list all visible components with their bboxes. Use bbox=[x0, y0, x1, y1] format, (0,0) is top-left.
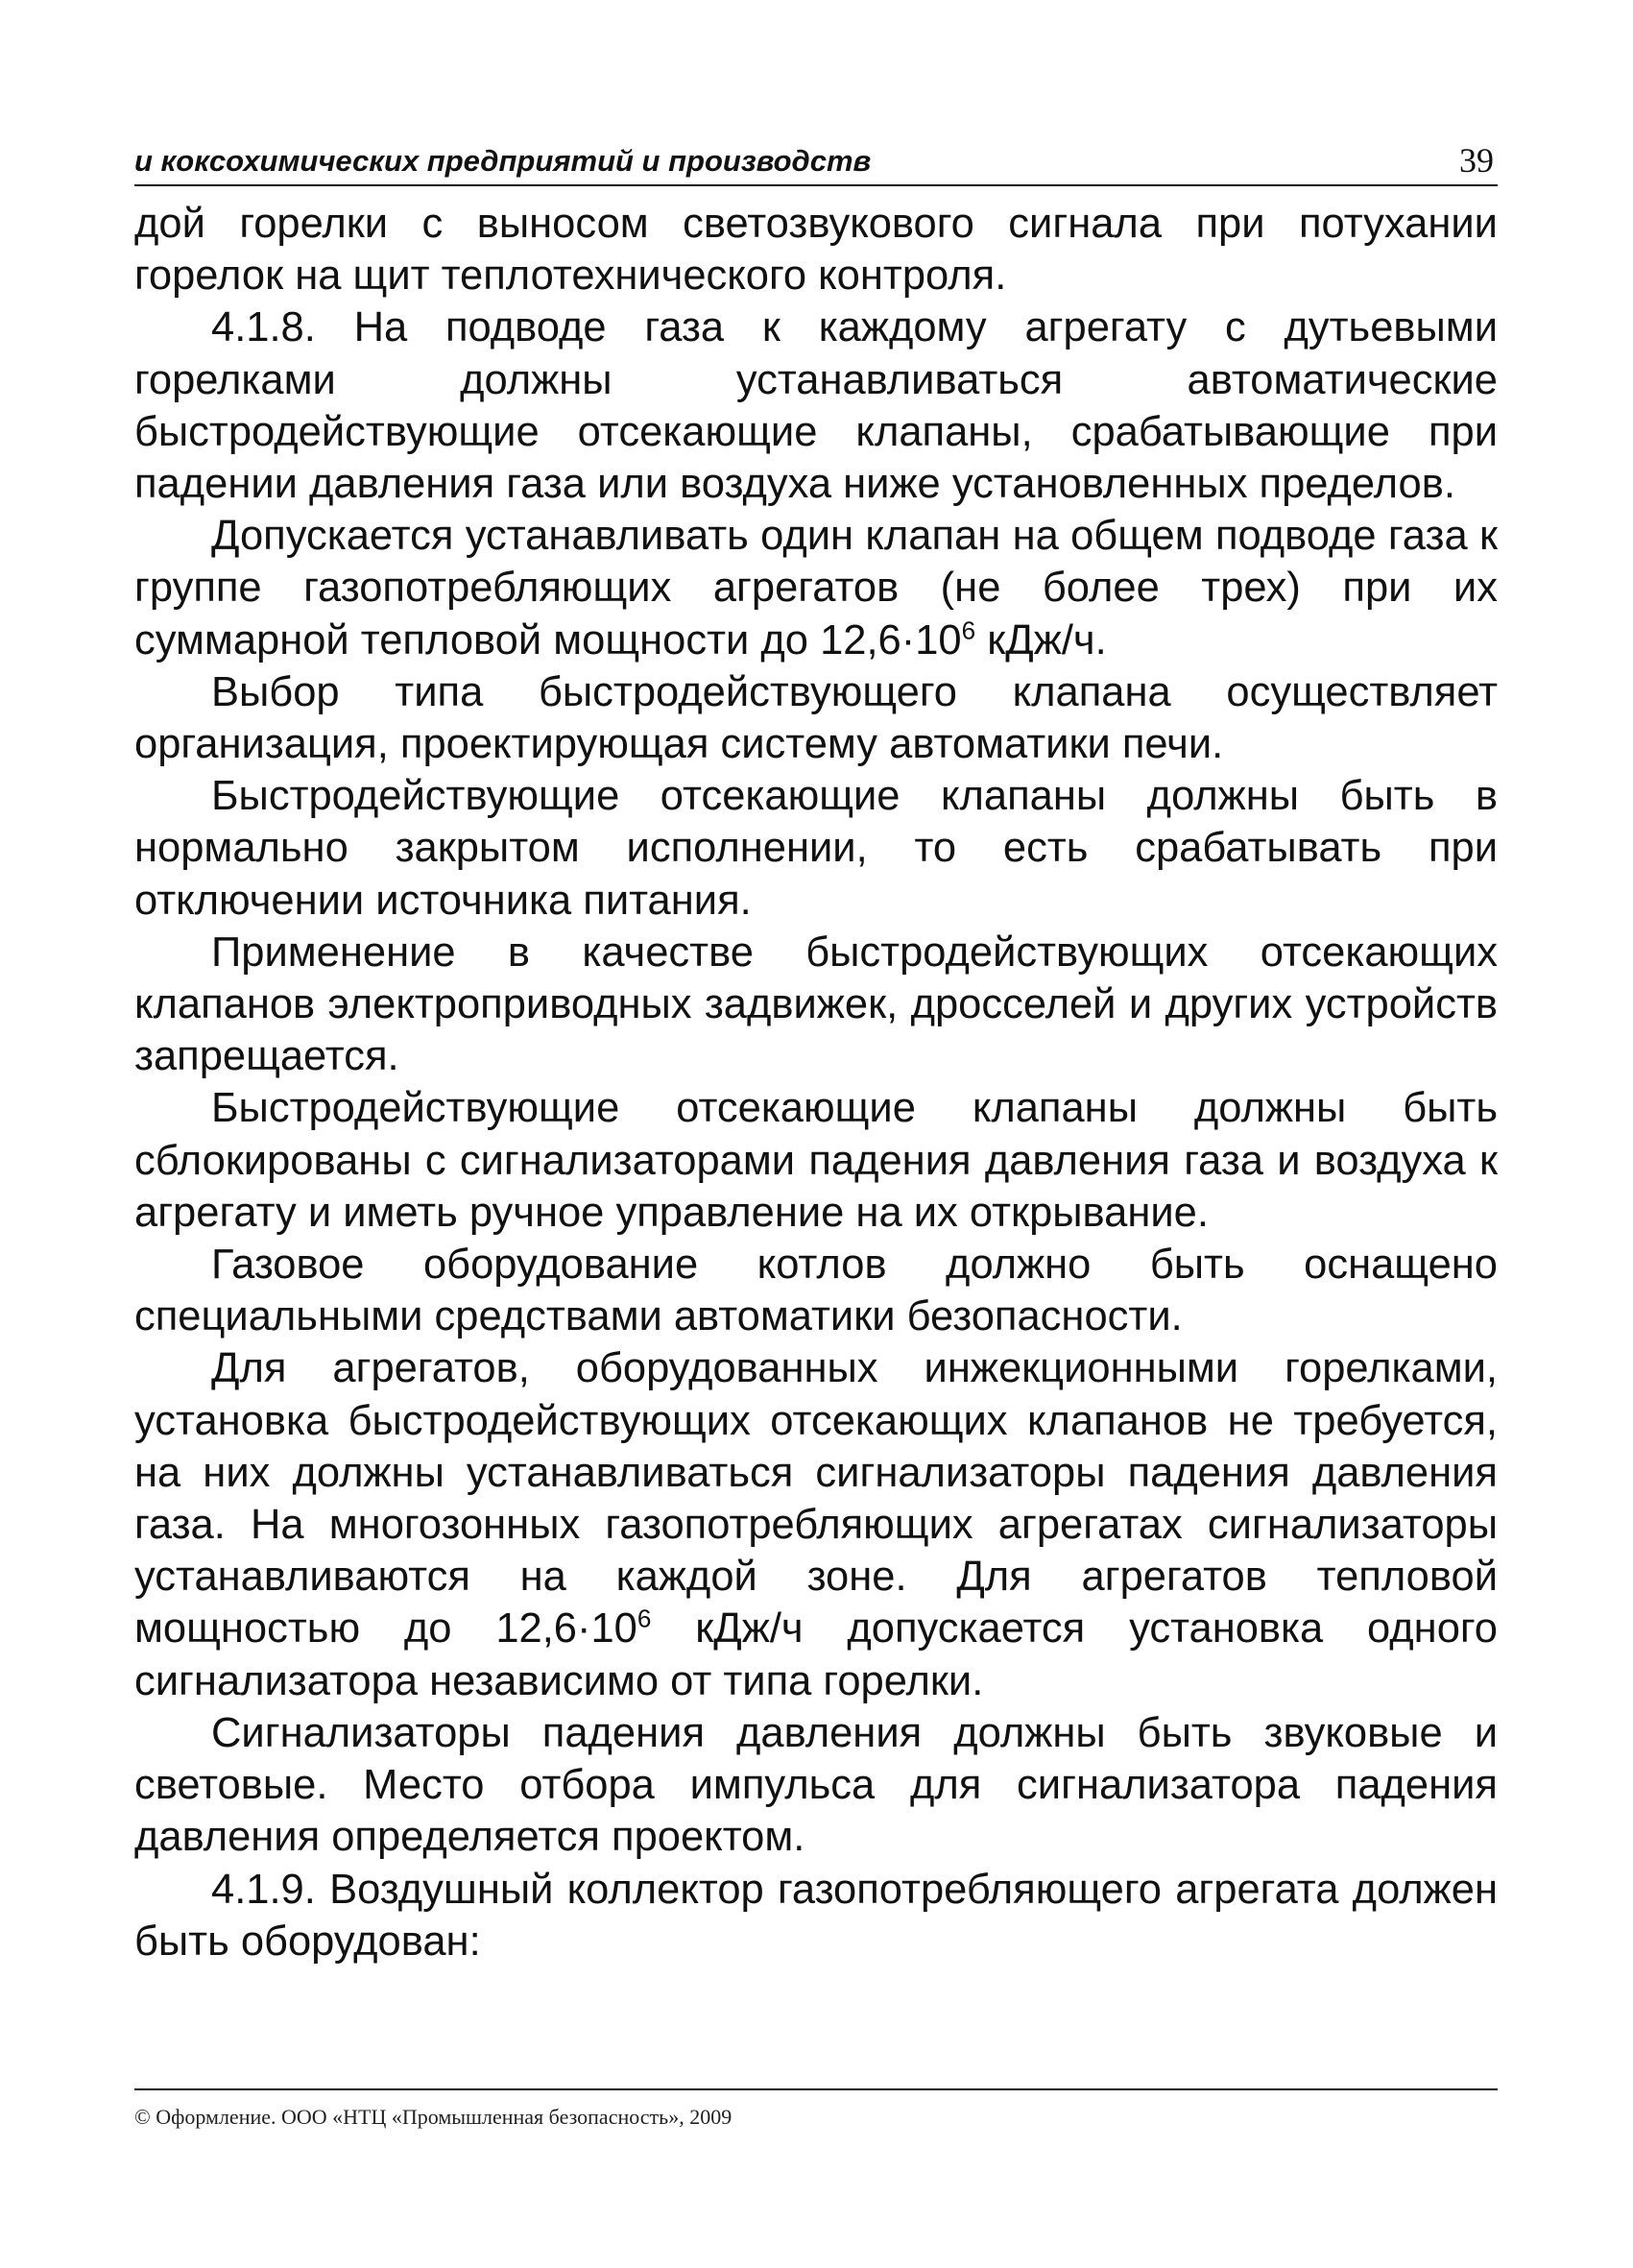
paragraph-text: Допускается устанавливать один клапан на общем подводе газа к группе газопотребляющих агрегатов (не более трех) при их суммарной тепловой мощности до 12,6·10 bbox=[134, 513, 1498, 664]
paragraph: Быстродействующие отсекающие клапаны должны быть в нормально закрытом исполнении, то есть срабатывать при отключении источника питания. bbox=[134, 773, 1498, 924]
body-text bbox=[134, 198, 1498, 1967]
paragraph: Выбор типа быстродействующего клапана осуществляет организация, проектирующая систему автоматики печи. bbox=[134, 668, 1498, 768]
header-title: и коксохимических предприятий и производств bbox=[134, 144, 872, 178]
paragraph-text: Для агрегатов, оборудованных инжекционными горелками, установка быстродействующих отсекающих клапанов не требуется, на них должны устанавливаться сигнализаторы падения давления газа. На многозонных газопотребляющих агрегатах сигнализаторы устанавливаются на каждой зоне. Для агрегатов тепловой мощностью до 12,6·10 bbox=[134, 1345, 1498, 1653]
footer-copyright: © Оформление. ООО «НТЦ «Промышленная безопасность», 2009 bbox=[134, 2105, 732, 2129]
paragraph: Сигнализаторы падения давления должны быть звуковые и световые. Место отбора импульса для сигнализатора падения давления определяется проектом. bbox=[134, 1709, 1498, 1861]
paragraph: Быстродействующие отсекающие клапаны должны быть сблокированы с сигнализаторами падения давления газа и воздуха к агрегату и иметь ручное управление на их открывание. bbox=[134, 1085, 1498, 1236]
page-number: 39 bbox=[1459, 141, 1494, 180]
paragraph: Применение в качестве быстродействующих отсекающих клапанов электроприводных задвижек, дросселей и других устройств запрещается. bbox=[134, 929, 1498, 1080]
paragraph: Газовое оборудование котлов должно быть оснащено специальными средствами автоматики безопасности. bbox=[134, 1242, 1498, 1340]
paragraph bbox=[134, 1342, 1498, 1706]
paragraph: 4.1.9. Воздушный коллектор газопотребляющего агрегата должен быть оборудован: bbox=[134, 1866, 1498, 1965]
footer-divider bbox=[134, 2088, 1498, 2090]
paragraph-text: кДж/ч допускается установка одного сигнализатора независимо от типа горелки. bbox=[134, 1605, 1498, 1704]
paragraph-text: кДж/ч. bbox=[975, 616, 1107, 664]
running-header bbox=[134, 134, 1498, 186]
paragraph: 4.1.8. На подводе газа к каждому агрегату с дутьевыми горелками должны устанавливаться автоматические быстродействующие отсекающие клапаны, срабатывающие при падении давления газа или воздуха ниже установленных пределов. bbox=[134, 304, 1498, 508]
paragraph: дой горелки с выносом светозвукового сигнала при потухании горелок на щит теплотехнического контроля. bbox=[134, 201, 1498, 300]
paragraph bbox=[134, 510, 1498, 666]
superscript: 6 bbox=[961, 615, 976, 645]
page bbox=[134, 134, 1498, 1967]
superscript: 6 bbox=[636, 1604, 652, 1633]
